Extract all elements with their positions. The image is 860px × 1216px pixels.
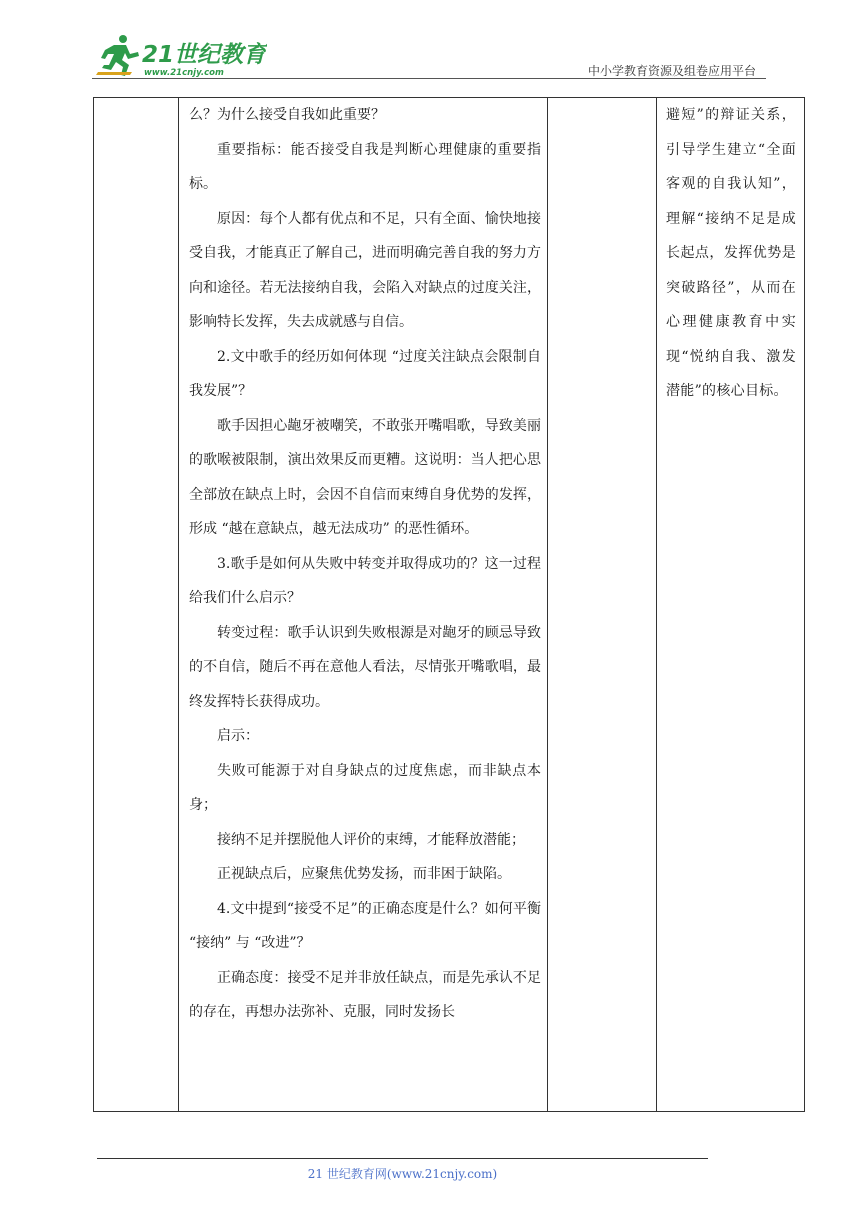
lesson-table — [93, 97, 805, 1112]
content-paragraph: 接纳不足并摆脱他人评价的束缚，才能释放潜能； — [217, 831, 525, 848]
content-paragraph: 正视缺点后，应聚焦优势发扬，而非困于缺陷。 — [217, 866, 511, 882]
logo-url: www.21cnjy.com — [144, 68, 224, 78]
platform-title: 中小学教育资源及组卷应用平台 — [587, 64, 756, 78]
content-paragraph: 失败可能源于对自身缺点的过度焦虑，而非缺点本身； — [189, 762, 541, 813]
runner-icon — [96, 35, 139, 76]
content-cell — [179, 98, 548, 1112]
footer-rule — [97, 1158, 708, 1159]
page-header — [92, 30, 766, 80]
design-intent-text: 避短”的辩证关系，引导学生建立“全面客观的自我认知”，理解“接纳不足是成长起点，发挥优势是突破路径”，从而在心理健康教育中实现“悦纳自我、激发潜能”的核心目标。 — [666, 107, 796, 399]
content-paragraph: 转变过程：歌手认识到失败根源是对龅牙的顾忌导致的不自信，随后不再在意他人看法，尽情张开嘴歌唱，最终发挥特长获得成功。 — [189, 624, 541, 710]
logo-text: 21世纪教育 — [142, 42, 267, 68]
site-logo — [92, 32, 267, 78]
content-paragraph: 启示： — [217, 728, 259, 744]
header-rule — [92, 78, 766, 79]
section-cell — [94, 98, 179, 1112]
content-paragraph: 歌手因担心龅牙被嘲笑，不敢张开嘴唱歌，导致美丽的歌喉被限制，演出效果反而更糟。这说明：当人把心思全部放在缺点上时，会因不自信而束缚自身优势的发挥，形成 “越在意缺点，越无法成功” 的恶性循环。 — [189, 417, 541, 537]
content-paragraph: 原因：每个人都有优点和不足，只有全面、愉快地接受自我，才能真正了解自己，进而明确完善自我的努力方向和途径。若无法接纳自我，会陷入对缺点的过度关注，影响特长发挥，失去成就感与自信。 — [189, 210, 541, 330]
content-paragraph: 么？为什么接受自我如此重要？ — [189, 107, 385, 123]
content-paragraph: 正确态度：接受不足并非放任缺点，而是先承认不足的存在，再想办法弥补、克服，同时发扬长 — [189, 969, 541, 1020]
table-row — [94, 98, 805, 1112]
activity-cell — [548, 98, 657, 1112]
content-paragraph: 4.文中提到“接受不足”的正确态度是什么？如何平衡 “接纳” 与 “改进”？ — [189, 900, 541, 951]
content-paragraph: 重要指标：能否接受自我是判断心理健康的重要指标。 — [189, 141, 541, 192]
footer-link[interactable]: 21 世纪教育网(www.21cnjy.com) — [307, 1167, 498, 1181]
content-paragraph: 2.文中歌手的经历如何体现 “过度关注缺点会限制自我发展”？ — [189, 348, 541, 399]
content-paragraph: 3.歌手是如何从失败中转变并取得成功的？这一过程给我们什么启示？ — [189, 555, 541, 606]
design-intent-cell — [657, 98, 805, 1112]
